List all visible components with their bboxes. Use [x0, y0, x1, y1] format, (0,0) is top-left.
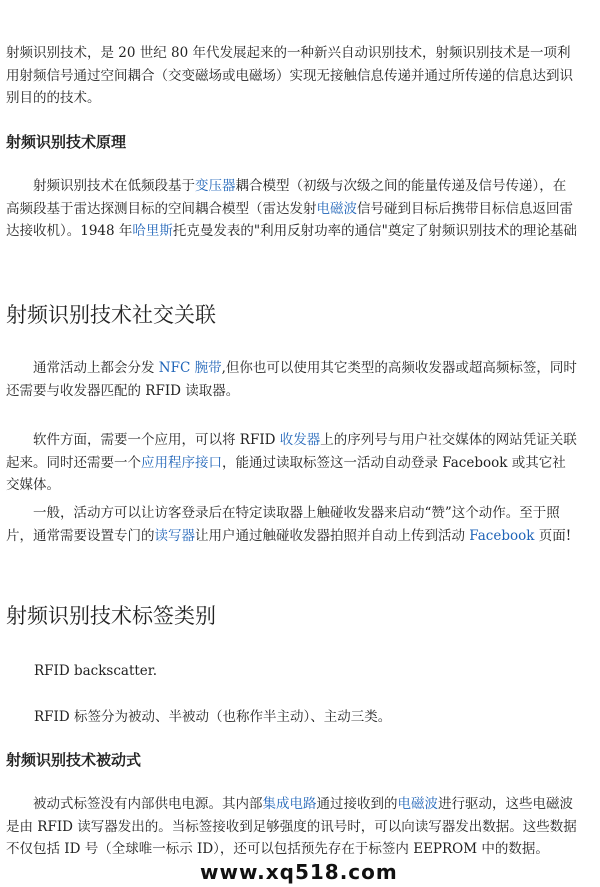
passive-text-b: 通过接收到的 [316, 796, 398, 812]
social-p2-text-c: ，能通过读取标签这一活动自动登录 Facebook 或其它社交媒体。 [6, 454, 566, 493]
link-facebook[interactable]: Facebook [469, 527, 535, 544]
social-paragraph-1 [6, 357, 578, 402]
heading-passive: 射频识别技术被动式 [6, 751, 142, 769]
heading-social: 射频识别技术社交关联 [6, 303, 216, 327]
principle-paragraph [6, 175, 578, 243]
passive-paragraph [6, 793, 578, 861]
link-em-wave[interactable]: 电磁波 [316, 200, 357, 217]
link-api[interactable]: 应用程序接口 [141, 454, 222, 471]
heading-tag-types: 射频识别技术标签类别 [6, 604, 216, 628]
social-paragraph-3 [6, 502, 578, 547]
passive-text-a: 被动式标签没有内部供电电源。其内部 [33, 796, 263, 812]
social-p1-text-b: ,但你也可以使用其它类型的高频收发器或超高频标签，同时还需要与收发器匹配的 RFID 读取器。 [6, 360, 577, 399]
social-p3-text-c: 页面! [534, 527, 572, 544]
principle-text-3: 信号碰到目标后携带目标信息返回雷达接收机）。1948 年 [6, 200, 573, 239]
principle-text-4: 托克曼发表的"利用反射功率的通信"奠定了射频识别技术的理论基础 [172, 223, 577, 239]
social-p3-text-b: 让用户通过触碰收发器拍照并自动上传到活动 [195, 527, 470, 544]
link-integrated-circuit[interactable]: 集成电路 [262, 796, 317, 812]
link-em-wave-2[interactable]: 电磁波 [397, 796, 438, 812]
tag-types-line-2: RFID 标签分为被动、半被动（也称作半主动）、主动三类。 [34, 709, 392, 725]
link-transformer[interactable]: 变压器 [195, 178, 236, 194]
watermark: www.xq518.com [200, 860, 398, 884]
link-transceiver[interactable]: 收发器 [279, 432, 321, 448]
link-nfc-wristband[interactable]: NFC 腕带 [158, 360, 222, 376]
passive-text-c: 进行驱动，这些电磁波是由 RFID 读写器发出的。当标签接收到足够强度的讯号时，可以向读写器发出数据。这些数据不仅包括 ID 号（全球唯一标示 ID），还可以包括预先存在于标签内 EEPROM 中的数据。 [6, 796, 577, 857]
tag-types-line-1: RFID backscatter. [34, 663, 158, 679]
social-p3-text-a: 一般，活动方可以让访客登录后在特定读取器上触碰收发器来启动“赞”这个动作。至于照片，通常需要设置专门的 [6, 505, 560, 544]
link-harris[interactable]: 哈里斯 [132, 223, 173, 239]
social-p2-text-a: 软件方面，需要一个应用，可以将 RFID [33, 432, 280, 448]
social-paragraph-2 [6, 429, 578, 497]
heading-principle: 射频识别技术原理 [6, 133, 127, 151]
principle-text-1: 射频识别技术在低频段基于 [33, 178, 195, 194]
social-p2-text-b: 上的序列号与用户社交媒体的网站凭证关联起来。同时还需要一个 [6, 432, 577, 471]
social-p1-text-a: 通常活动上都会分发 [33, 360, 159, 376]
principle-text-2: 耦合模型（初级与次级之间的能量传递及信号传递），在高频段基于雷达探测目标的空间耦合模型（雷达发射 [6, 178, 567, 217]
intro-paragraph: 射频识别技术，是 20 世纪 80 年代发展起来的一种新兴自动识别技术，射频识别技术是一项利用射频信号通过空间耦合（交变磁场或电磁场）实现无接触信息传递并通过所传递的信息达到识别目的的技术。 [6, 45, 573, 106]
link-reader-writer[interactable]: 读写器 [154, 527, 195, 544]
